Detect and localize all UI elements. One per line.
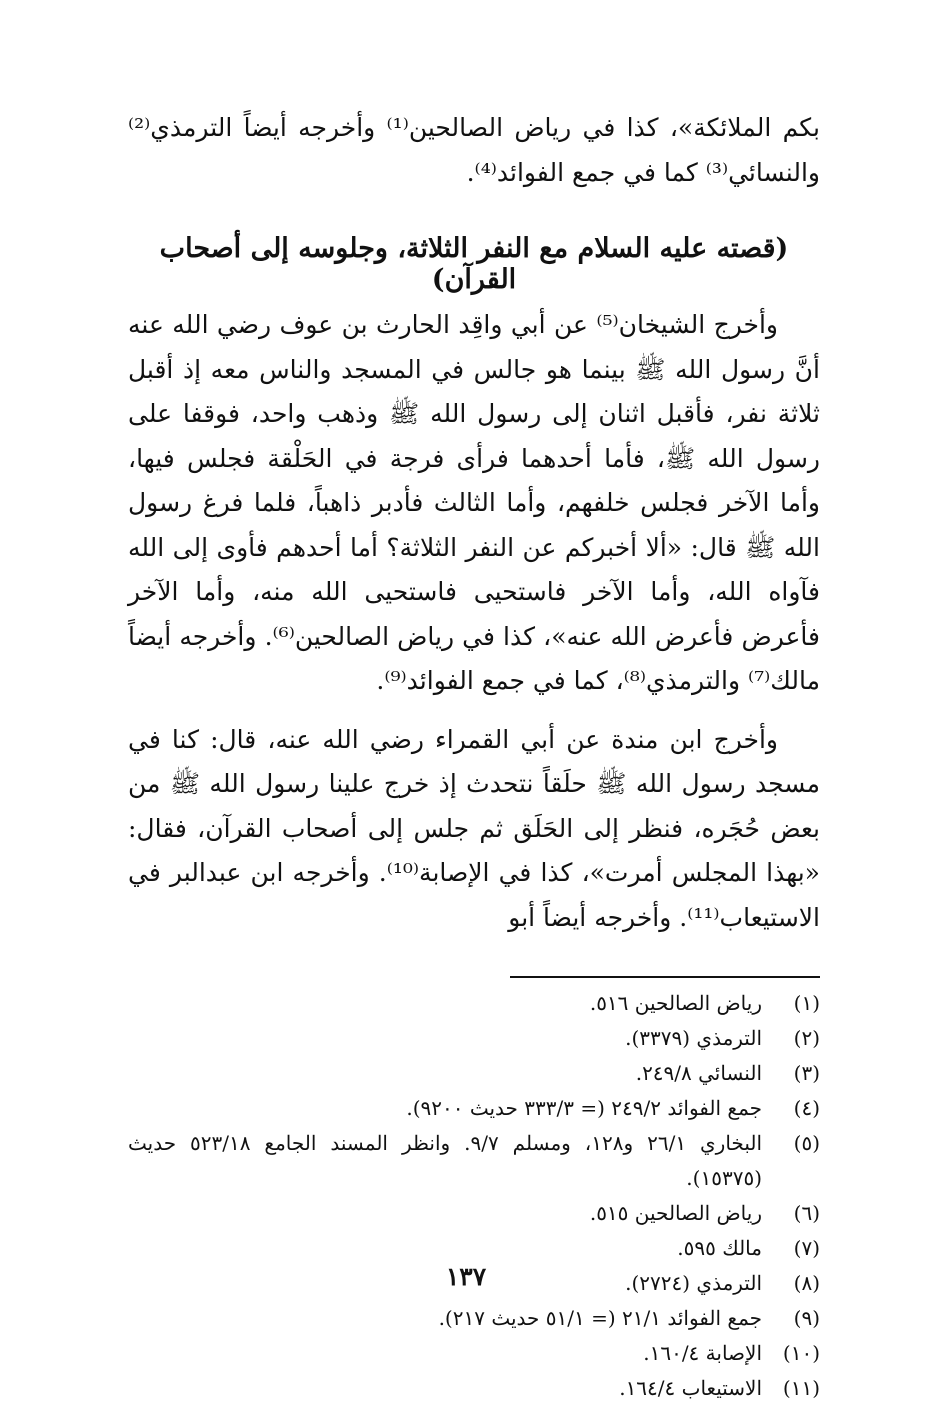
footnote-text: البخاري ٢٦/١ و١٢٨، ومسلم ٩/٧. وانظر المسند الجامع ٥٢٣/١٨ حديث (١٥٣٧٥). <box>128 1131 763 1190</box>
footnote-text: الإصابة ١٦٠/٤. <box>643 1341 762 1365</box>
footnote-item <box>128 1021 820 1056</box>
footnote-text: مالك ٥٩٥. <box>677 1236 762 1260</box>
footnote-item <box>128 1371 820 1406</box>
footnote-item <box>128 1196 820 1231</box>
footnote-number: (٢) <box>793 1026 820 1050</box>
footnote-number: (٤) <box>793 1096 820 1120</box>
footnotes-list <box>128 986 820 1406</box>
footnote-item <box>128 1126 820 1196</box>
footnote-number: (١٠) <box>782 1341 820 1365</box>
top-paragraph: بكم الملائكة»، كذا في رياض الصالحين⁽¹⁾ وأخرجه أيضاً الترمذي⁽²⁾ والنسائي⁽³⁾ كما في جمع الفوائد⁽⁴⁾. <box>128 113 820 187</box>
footnote-text: النسائي ٢٤٩/٨. <box>635 1061 762 1085</box>
footnote-divider <box>510 976 820 978</box>
footnote-number: (٩) <box>793 1306 820 1330</box>
footnote-number: (١١) <box>782 1376 820 1400</box>
footnote-item <box>128 1056 820 1091</box>
footnote-number: (٦) <box>793 1201 820 1225</box>
story-paragraph-2: وأخرج ابن مندة عن أبي القمراء رضي الله عنه، قال: كنا في مسجد رسول الله ﷺ حلَقاً نتحدث إذ خرج علينا رسول الله ﷺ من بعض حُجَره، فنظر إلى الحَلَق ثم جلس إلى أصحاب القرآن، فقال: «بهذا المجلس أمرت»، كذا في الإصابة⁽¹⁰⁾. وأخرجه ابن عبدالبر في الاستيعاب⁽¹¹⁾. وأخرجه أيضاً أبو <box>128 724 820 932</box>
footnote-text: الترمذي (٢٧٢٤). <box>625 1271 762 1295</box>
footnote-text: الترمذي (٣٣٧٩). <box>625 1026 762 1050</box>
story-paragraph-1: وأخرج الشيخان⁽⁵⁾ عن أبي واقِد الحارث بن عوف رضي الله عنه أنَّ رسول الله ﷺ بينما هو جالس في المسجد والناس معه إذ أقبل ثلاثة نفر، فأقبل اثنان إلى رسول الله ﷺ وذهب واحد، فوقفا على رسول الله ﷺ، فأما أحدهما فرأى فرجة في الحَلْقة فجلس فيها، وأما الآخر فجلس خلفهم، وأما الثالث فأدبر ذاهباً، فلما فرغ رسول الله ﷺ قال: «ألا أخبركم عن النفر الثلاثة؟ أما أحدهم فأوى إلى الله فآواه الله، وأما الآخر فاستحيى فاستحيى الله منه، وأما الآخر فأعرض فأعرض الله عنه»، كذا في رياض الصالحين⁽⁶⁾. وأخرجه أيضاً مالك⁽⁷⁾ والترمذي⁽⁸⁾، كما في جمع الفوائد⁽⁹⁾. <box>128 310 820 695</box>
footnote-text: جمع الفوائد ٢١/١ (= ٥١/١ حديث ٢١٧). <box>438 1306 762 1330</box>
footnote-number: (٥) <box>793 1131 820 1155</box>
footnote-text: جمع الفوائد ٢٤٩/٢ (= ٣٣٣/٣ حديث ٩٢٠٠). <box>406 1096 762 1120</box>
section-heading: (قصته عليه السلام مع النفر الثلاثة، وجلوسه إلى أصحاب القرآن) <box>159 233 789 295</box>
footnote-item <box>128 1301 820 1336</box>
footnote-text: رياض الصالحين ٥١٦. <box>589 991 762 1015</box>
footnote-text: الاستيعاب ١٦٤/٤. <box>619 1376 762 1400</box>
footnote-item <box>128 1336 820 1371</box>
footnote-item <box>128 1091 820 1126</box>
footnote-number: (١) <box>793 991 820 1015</box>
page-number: ١٣٧ <box>445 1262 487 1291</box>
footnote-number: (٨) <box>793 1271 820 1295</box>
footnote-number: (٧) <box>793 1236 820 1260</box>
footnote-text: رياض الصالحين ٥١٥. <box>589 1201 762 1225</box>
footnote-item <box>128 1231 820 1266</box>
footnote-item <box>128 986 820 1021</box>
footnote-number: (٣) <box>793 1061 820 1085</box>
